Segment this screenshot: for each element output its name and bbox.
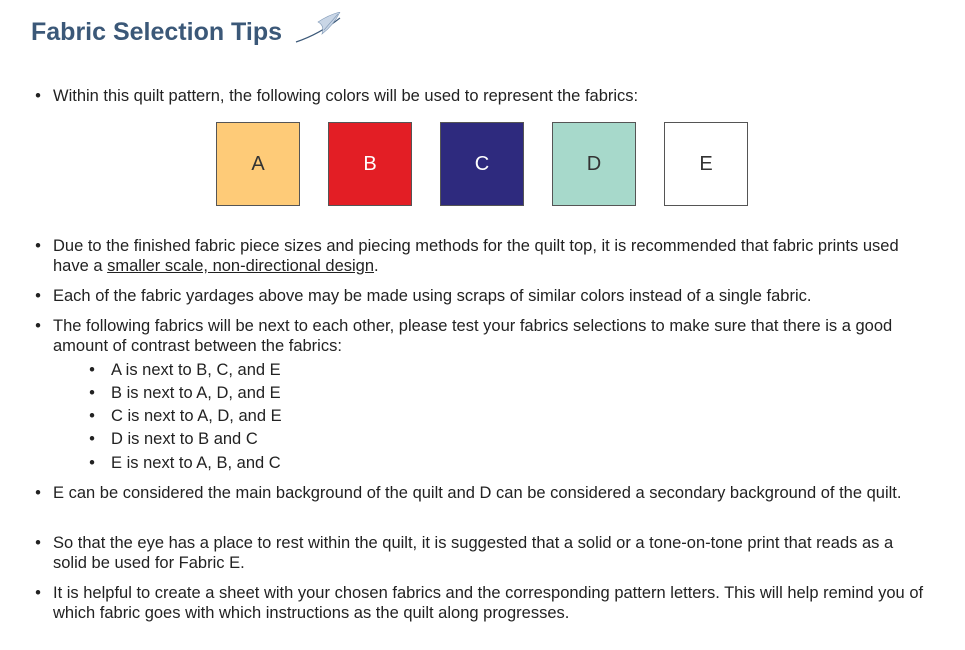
swatch-label: A [251, 152, 265, 175]
adjacency-text: E is next to A, B, and C [111, 454, 281, 472]
swatch-label: D [586, 152, 602, 175]
bullet-dot: • [35, 317, 41, 335]
bullet-dot: • [89, 430, 95, 448]
swatch-label: C [474, 152, 490, 175]
swatch-a [216, 122, 300, 206]
bullet-dot: • [89, 407, 95, 425]
bullet-dot: • [35, 534, 41, 552]
adjacency-text: B is next to A, D, and E [111, 384, 281, 402]
adjacency-text: D is next to B and C [111, 430, 258, 448]
bullet-dot: • [35, 484, 41, 502]
tip-scale-post: . [374, 257, 379, 275]
swatch-b [328, 122, 412, 206]
intro-text: Within this quilt pattern, the following colors will be used to represent the fabrics: [53, 87, 639, 105]
bullet-dot: • [89, 361, 95, 379]
bullet-dot: • [35, 287, 41, 305]
tip-scraps-text: Each of the fabric yardages above may be made using scraps of similar colors instead of a single fabric. [53, 287, 812, 305]
page-title: Fabric Selection Tips [31, 18, 283, 46]
tip-scale-text [53, 236, 928, 276]
bullet-dot: • [89, 454, 95, 472]
swatch-e [664, 122, 748, 206]
swatch-label: E [699, 152, 713, 175]
swatch-d [552, 122, 636, 206]
swatch-c [440, 122, 524, 206]
bullet-dot: • [35, 584, 41, 602]
tip-scale-pre: Due to the finished fabric piece sizes and piecing methods for the quilt top, it is recommended that fabric prints used have a [53, 237, 899, 275]
scale-emphasis: smaller scale, non-directional design [107, 257, 375, 275]
bullet-dot: • [35, 237, 41, 255]
adjacency-text: A is next to B, C, and E [111, 361, 281, 379]
adjacency-text: C is next to A, D, and E [111, 407, 282, 425]
swatch-label: B [363, 152, 377, 175]
tip-background-text: E can be considered the main background of the quilt and D can be considered a secondary background of the quilt. [53, 484, 902, 502]
feather-icon [294, 12, 344, 46]
bullet-dot: • [89, 384, 95, 402]
bullet-dot: • [35, 87, 41, 105]
tip-solid-text: So that the eye has a place to rest within the quilt, it is suggested that a solid or a tone-on-tone print that reads as a solid be used for Fabric E. [53, 534, 894, 572]
tip-sheet-text: It is helpful to create a sheet with your chosen fabrics and the corresponding pattern letters. This will help remind you of which fabric goes with which instructions as the quilt along progresses. [53, 584, 924, 622]
tip-contrast-text: The following fabrics will be next to each other, please test your fabrics selections to make sure that there is a good amount of contrast between the fabrics: [53, 317, 893, 355]
